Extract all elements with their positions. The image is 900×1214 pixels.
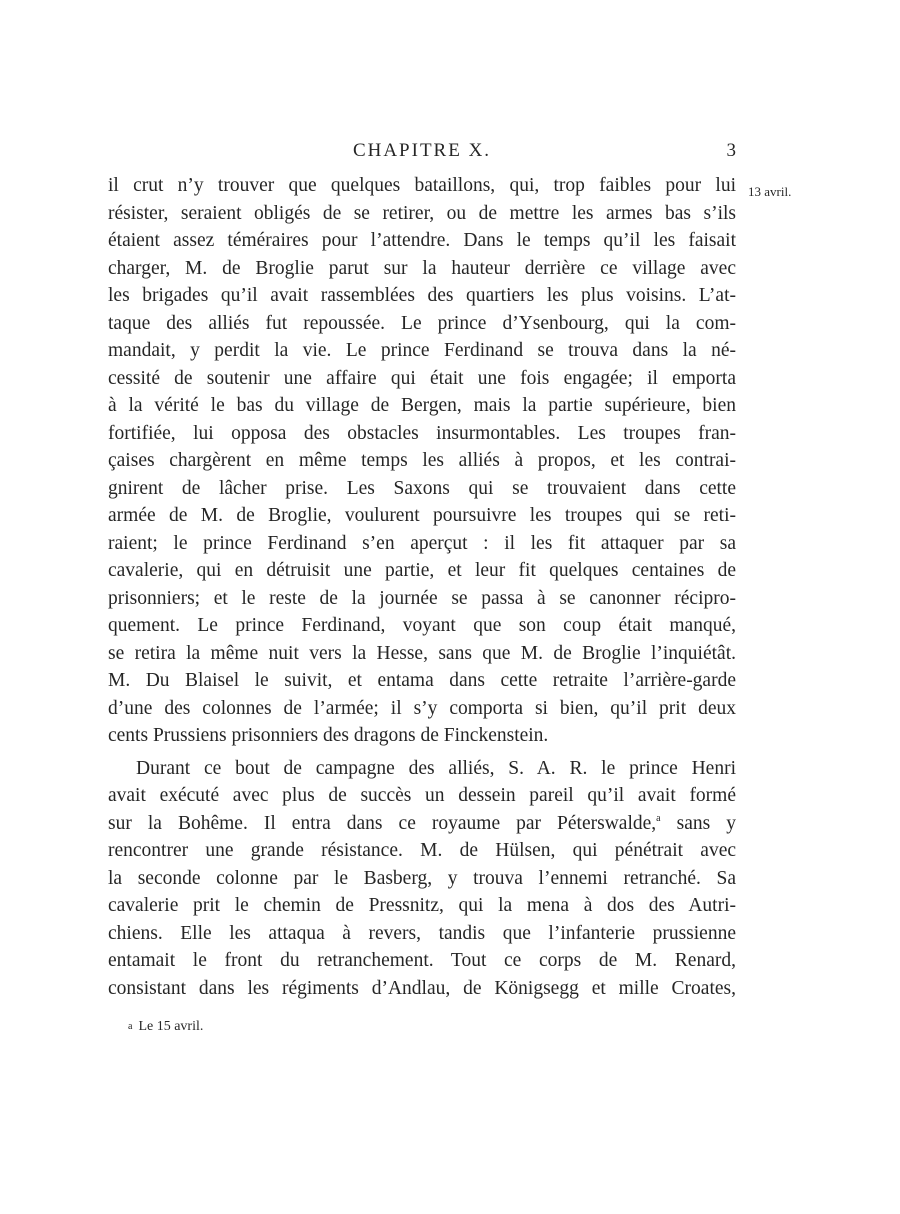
text-line: charger, M. de Broglie parut sur la hauteur derrière ce village avec [108, 257, 736, 279]
text-line: les brigades qu’il avait rassemblées des quartiers les plus voisins. L’at- [108, 285, 736, 306]
text-line: cavalerie, qui en détruisit une partie, et leur fit quelques centaines de [108, 560, 736, 581]
chapter-title: CHAPITRE X. [352, 140, 492, 161]
text-line: mandait, y perdit la vie. Le prince Ferdinand se trouva dans la né- [108, 340, 736, 361]
text-line: Durant ce bout de campagne des alliés, S. A. R. le prince Henri [136, 757, 736, 779]
text-line: la seconde colonne par le Basberg, y trouva l’ennemi retranché. Sa [108, 867, 736, 889]
text-line: chiens. Elle les attaqua à revers, tandis que l’infanterie prussienne [108, 922, 736, 944]
paragraph-1 [108, 172, 736, 750]
footnote-reference[interactable]: a [656, 812, 661, 824]
text-line: avait exécuté avec plus de succès un dessein pareil qu’il avait formé [108, 785, 736, 806]
text-line: cents Prussiens prisonniers des dragons de Finckenstein. [108, 725, 549, 746]
text-line: cavalerie prit le chemin de Pressnitz, qui la mena à dos des Autri- [108, 895, 736, 916]
text-line: résister, seraient obligés de se retirer, ou de mettre les armes bas s’ils [108, 202, 736, 224]
text-line: rencontrer une grande résistance. M. de Hülsen, qui pénétrait avec [108, 840, 736, 861]
text-line: entamait le front du retranchement. Tout ce corps de M. Renard, [108, 950, 736, 971]
text-line: armée de M. de Broglie, voulurent poursuivre les troupes qui se reti- [108, 505, 736, 526]
footnote-text: Le 15 avril. [138, 1019, 204, 1034]
text-line: fortifiée, lui opposa des obstacles insurmontables. Les troupes fran- [108, 422, 736, 444]
footnote-mark: a [128, 1021, 133, 1032]
text-fragment: sans y [660, 812, 736, 834]
text-line: cessité de soutenir une affaire qui était une fois engagée; il emporta [108, 367, 736, 389]
text-line: se retira la même nuit vers la Hesse, sans que M. de Broglie l’inquiétât. [108, 642, 736, 664]
text-line: raient; le prince Ferdinand s’en aperçut : il les fit attaquer par sa [108, 532, 736, 554]
text-line: gnirent de lâcher prise. Les Saxons qui se trouvaient dans cette [108, 477, 736, 499]
text-line: çaises chargèrent en même temps les alliés à propos, et les contrai- [108, 450, 736, 471]
text-line: taque des alliés fut repoussée. Le prince d’Ysenbourg, qui la com- [108, 312, 736, 334]
text-line: il crut n’y trouver que quelques bataillons, qui, trop faibles pour lui [108, 175, 736, 196]
text-line: d’une des colonnes de l’armée; il s’y comporta si bien, qu’il prit deux [108, 697, 736, 719]
footnote [128, 1019, 203, 1035]
text-line: M. Du Blaisel le suivit, et entama dans cette retraite l’arrière-garde [108, 670, 736, 691]
paragraph-2 [108, 755, 736, 1003]
text-line-with-note-ref [108, 810, 736, 838]
text-line: quement. Le prince Ferdinand, voyant que son coup était manqué, [108, 615, 736, 636]
text-line: consistant dans les régiments d’Andlau, de Königsegg et mille Croates, [108, 977, 736, 999]
text-line: prisonniers; et le reste de la journée se passa à se canonner récipro- [108, 587, 736, 609]
running-head [108, 140, 736, 166]
page-number: 3 [726, 140, 736, 161]
body-text [108, 172, 736, 1002]
text-fragment: sur la Bohême. Il entra dans ce royaume par Péterswalde, [108, 812, 657, 834]
text-line: à la vérité le bas du village de Bergen, mais la partie supérieure, bien [108, 395, 736, 416]
text-line: étaient assez téméraires pour l’attendre. Dans le temps qu’il les faisait [108, 230, 736, 251]
margin-date-note: 13 avril. [748, 184, 792, 199]
